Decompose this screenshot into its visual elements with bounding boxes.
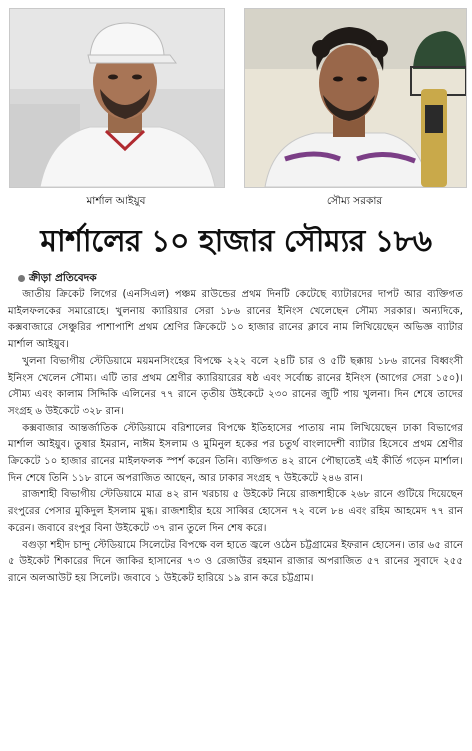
- paragraph: জাতীয় ক্রিকেট লিগের (এনসিএল) পঞ্চম রাউন্ডের প্রথম দিনটি কেটেছে ব্যাটারদের দাপট আর ব্যক্তিগত মাইলফলকের সমারোহে। খুলনায় ক্যারিয়ার সেরা ১৮৬ রানের ইনিংস খেলেছেন সৌম্য সরকার। অন্যদিকে, কক্সবাজারে সেঞ্চুরির পাশাপাশি প্রথম শ্রেণির ক্রিকেটে ১০ হাজার রানের ক্লাবে নাম লিখিয়েছেন অভিজ্ঞ ব্যাটার মার্শাল আইয়ুব।: [8, 289, 463, 351]
- paragraph: খুলনা বিভাগীয় স্টেডিয়ামে ময়মনসিংহের বিপক্ষে ২২২ বলে ২৪টি চার ও ৫টি ছক্কায় ১৮৬ রানের বিধ্বংসী ইনিংস খেলেন সৌম্য। এটি তার প্রথম শ্রেণীর ক্যারিয়ারের ষষ্ঠ এবং সর্বোচ্চ রানের ইনিংস (আগের সেরা ১৫০)। সৌম্য এবং কালাম সিদ্দিকি এলিনের ৭৭ রানে তৃতীয় উইকেটে ২৩০ রানের জুটি পায় খুলনা। দিন শেষে তাদের সংগ্রহ ৬ উইকেটে ৩২৮ রান।: [8, 355, 463, 417]
- photo-marshal-ayub: [9, 8, 225, 188]
- paragraph: রাজশাহী বিভাগীয় স্টেডিয়ামে মাত্র ৪২ রান খরচায় ৫ উইকেট নিয়ে রাজশাহীকে ২৬৮ রানে গুটিয়ে দিয়েছেন রংপুরের পেসার মুকিদুল ইসলাম মুগ্ধ। রাজশাহীর হয়ে সাব্বির হোসেন ৭২ বলে ৮৪ এবং রহিম আহমেদ ৭৭ রান করেন। জবাবে রংপুর বিনা উইকেটে ৩৭ রান তুলে দিন শেষ করে।: [8, 489, 463, 534]
- photo-caption-right: সৌম্য সরকার: [326, 195, 383, 207]
- paragraph: বগুড়া শহীদ চান্দু স্টেডিয়ামে সিলেটের বিপক্ষে বল হাতে জ্বলে ওঠেন চট্টগ্রামের ইফরান হোসেন। তার ৬৫ রানে ৫ উইকেট শিকারের দিনে জাকির হাসানের ৭৩ ও রেজাউর রহমান রাজার অপরাজিত ৫৭ রানের সুবাদে ২৫৫ রানে অলআউট হয় সিলেট। জবাবে ১ উইকেট হারিয়ে ১৯ রান করে চট্টগ্রাম।: [8, 539, 463, 584]
- byline-bullet-icon: [18, 275, 25, 282]
- photo-caption-left: মার্শাল আইয়ুব: [86, 195, 146, 207]
- soumya-sarkar-portrait-image: [245, 9, 466, 187]
- headline: মার্শালের ১০ হাজার সৌম্যর ১৮৬: [40, 224, 432, 259]
- photo-soumya-sarkar: [244, 8, 467, 188]
- byline-text: ক্রীড়া প্রতিবেদক: [29, 272, 97, 284]
- marshal-ayub-portrait-image: [10, 9, 224, 187]
- article-body: [8, 287, 463, 588]
- byline: [18, 270, 97, 286]
- paragraph: কক্সবাজার আন্তর্জাতিক স্টেডিয়ামে বরিশালের বিপক্ষে ইতিহাসের পাতায় নাম লিখিয়েছেন ঢাকা বিভাগের মার্শাল আইয়ুব। তুষার ইমরান, নাঈম ইসলাম ও মুমিনুল হকের পর চতুর্থ বাংলাদেশী ব্যাটার হিসেবে প্রথম শ্রেণীর ক্রিকেটে ১০ হাজার রানের মাইলফলক স্পর্শ করেন তিনি। ব্যক্তিগত ৪২ রানে পৌছাতেই এই কীর্তি গড়েন মার্শাল। দিন শেষে তিনি ১১৮ রানে অপরাজিত আছেন, আর ঢাকার সংগ্রহ ৭ উইকেটে ২৪৬ রান।: [8, 422, 463, 484]
